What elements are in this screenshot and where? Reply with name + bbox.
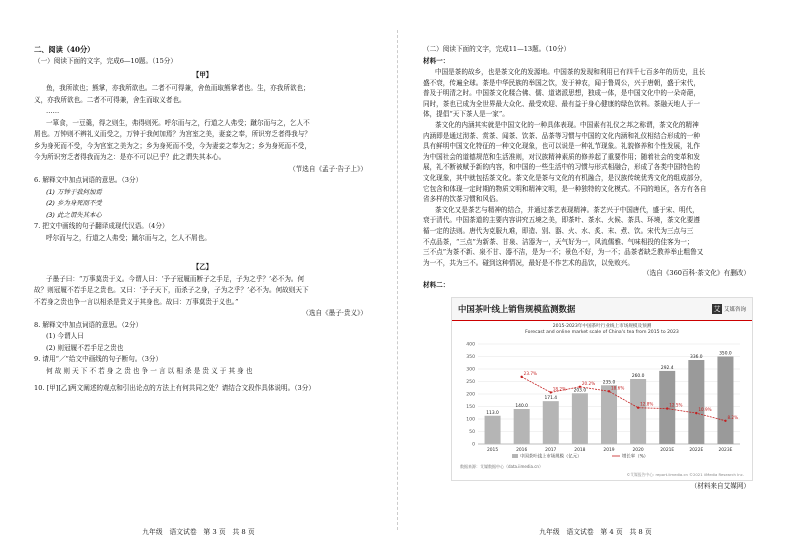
material-1-line: 内涵即是通过沏茶、赏茶、闻茶、饮茶、品茶等习惯与中国的文化内涵和礼仪相结合形成的一种 [423, 131, 700, 140]
material-1-line: 茶文化的内涵其实就是中国文化的一种具体表现。中国素有礼仪之邦之称谓，茶文化的精神 [435, 120, 699, 129]
subsection-heading: （一）阅读下面的文字，完成6—10题。（15分） [34, 57, 177, 65]
x-tick-label: 2017 [545, 448, 557, 454]
material-1-line: 盛不衰，传遍全球。茶是中华民族的举国之饮，发于神农，闻于鲁周公，兴于唐朝，盛于宋代， [423, 78, 700, 87]
text-a-line: 鱼，我所欲也；熊掌，亦我所欲也。二者不可得兼，舍鱼而取熊掌者也。生，亦我所欲也； [46, 84, 310, 92]
chart-header [452, 298, 752, 321]
question-6: 6. 解释文中加点词语的意思。（3分） [34, 176, 143, 184]
page-footer: 九年级 语文试卷 第 4 页 共 8 页 [539, 528, 652, 536]
x-tick-label: 2018 [574, 448, 586, 454]
material-1-label: 材料一： [423, 56, 450, 65]
bar-value-label: 113.0 [486, 411, 499, 417]
text-b-source: （选自《墨子·贵义》） [302, 309, 367, 317]
brand-logo-icon: 艾 [713, 305, 721, 314]
chart-attribution: （材料来自艾媒网） [690, 482, 750, 491]
text-a-line: 今为所识穷乏者得我而为之：是亦不可以已乎？此之谓失其本心。 [34, 153, 226, 161]
bar-value-label: 235.0 [602, 380, 616, 386]
text-a-line: 乡为身死而不受，今为宫室之美为之；乡为身死而不受，今为妻妾之奉为之；乡为身死而不受， [34, 141, 311, 150]
text-b-line: 故？则冠履不若手足之贵也。又曰：‘予子天下，而杀子之身，子为之乎？’必不为。何故则天下 [34, 286, 309, 294]
x-tick-label: 2022E [689, 448, 704, 454]
text-a-title: 【甲】 [192, 70, 213, 79]
question-8: 8. 解释文中加点词语的意思。（2分） [34, 320, 143, 329]
x-tick-label: 2016 [516, 448, 528, 454]
q7-sentence: 呼尔而与之，行道之人弗受；蹴尔而与之，乞人不屑也。 [46, 233, 211, 242]
rate-value-label: 18.2% [552, 386, 567, 392]
subsection-heading: （二）阅读下面的文字，完成11—13题。（10分） [423, 45, 571, 53]
bar-value-label: 292.4 [660, 366, 674, 372]
legend-swatch-bar [512, 454, 518, 458]
x-tick-label: 2019 [603, 448, 615, 454]
y-tick-label: 350 [466, 355, 475, 361]
bar-value-label: 203.0 [573, 388, 587, 394]
chart-source-note: 数据来源：艾媒数据中心（data.iimedia.cn） [460, 464, 543, 470]
brand-name: 艾媒咨询 [723, 307, 746, 314]
material-2-label: 材料二： [423, 280, 450, 289]
section-heading: 二、阅读（40分） [34, 45, 95, 54]
q8-item: (2) 则冠履不若手足之贵也 [46, 343, 124, 352]
bar [543, 401, 559, 444]
bar-value-label: 260.0 [631, 374, 645, 380]
material-1-line: 展，礼不断被赋予新的内容，和中国的一些生活中的习惯与形式相融合，形成了各类中国特色的 [423, 163, 700, 172]
chart-plot [452, 336, 752, 481]
rate-value-label: 8.2% [727, 415, 739, 421]
material-1-line: 文化现象，其中就包括茶文化。茶文化是茶与文化的有机融合，是汉族传统优秀文化的组成部分， [423, 173, 707, 182]
rate-value-label: 23.7% [523, 371, 537, 377]
q6-item: (1) 万钟于我何加焉 [46, 187, 102, 196]
material-1-line: 不点品茶，“三点”为新茶、甘泉、洁器为一，天气好为一，风流儒雅、气味相投的佳客为一； [423, 237, 694, 246]
material-1-line: 茶文化又是茶艺与精神的结合，并通过茶艺表现精神。茶艺兴于中国唐代，盛于宋、明代， [435, 205, 699, 214]
text-a-line: 义，亦我所欲也。二者不可得兼，舍生而取义者也。 [34, 95, 186, 104]
y-tick-label: 250 [466, 380, 475, 386]
x-tick-label: 2015 [486, 448, 499, 454]
y-tick-label: 150 [466, 405, 475, 411]
text-a-line: 一箪食，一豆羹，得之则生，弗得则死。呼尔而与之，行道之人弗受；蹴尔而与之，乞人不 [46, 118, 310, 127]
x-tick-label: 2021E [660, 448, 675, 454]
rate-point [550, 392, 552, 394]
bar [485, 416, 501, 444]
material-1-line: 衰于清代。中国茶道的主要内容讲究五境之美，即茶叶、茶水、火候、茶具、环境，茶文化要遵 [423, 216, 700, 225]
y-tick-label: 300 [466, 367, 475, 373]
text-a-line: 屑也。万钟则不辨礼义而受之，万钟于我何加焉？为宫室之美，妻妾之奉，所识穷乏者得我与？ [34, 130, 311, 138]
bar [630, 379, 646, 444]
rate-point [608, 390, 610, 392]
chart-title: 中国茶叶线上销售规模监测数据 [458, 304, 576, 315]
material-1-line: 中国是茶的故乡，也是茶文化的发源地。中国茶的发现和利用已有四千七百多年的历史，且长 [435, 68, 706, 76]
y-tick-label: 100 [466, 417, 475, 423]
rate-value-label: 18.6% [611, 385, 625, 391]
bar-value-label: 350.0 [719, 351, 732, 357]
text-a-source: （节选自《孟子·告子上》） [289, 164, 367, 173]
text-b-line: 不若身之贵也争一言以相杀是贵义于其身也。故曰：万事莫贵于义也。” [34, 297, 239, 306]
y-tick-label: 50 [469, 430, 475, 436]
rate-point [637, 407, 639, 409]
material-1-line: 它包含和体现一定时期的物质文明和精神文明，是一种独特的文化模式。不同的地区，各方有各自 [423, 184, 707, 193]
rate-point [520, 376, 522, 378]
material-1-line: 三不点”为茶不新、泉不甘、器不洁，是为一不；景色不好，为一不；品茶者缺乏教养举止粗鲁又 [423, 248, 704, 257]
rate-point [579, 386, 581, 388]
question-10: 10. [甲][乙]两文阐述的观点和引出论点的方法上有何共同之处？请结合文段作具体说明。（3分） [34, 384, 315, 392]
rate-point [695, 412, 697, 414]
question-9: 9. 请用“／”给文中画线的句子断句。（3分） [34, 355, 163, 363]
material-1-line: 体，提倡“天下茶人是一家”。 [423, 110, 509, 119]
material-1-line: 普及于明清之时。中国茶文化糅合佛、儒、道诸派思想，独成一体，是中国文化中的一朵奇葩， [423, 89, 700, 98]
text-b-title: 【乙】 [192, 263, 213, 271]
bar [601, 386, 617, 445]
bar-value-label: 171.4 [544, 396, 558, 402]
text-a-line: …… [46, 107, 60, 115]
text-b-line: 子墨子曰：“万事莫贵于义。今谓人曰：‘予子冠履而断子之手足，子为之乎？’必不为。何 [46, 274, 305, 283]
brand-logo [712, 304, 746, 314]
material-1-line: 为一不，共为三不。碰到这种情况，最好是不作艺术的品饮，以免败兴。 [423, 258, 634, 267]
page-footer: 九年级 语文试卷 第 3 页 共 8 页 [142, 528, 255, 536]
chart [451, 297, 753, 481]
legend-label: 增长率（%） [622, 454, 649, 460]
bar [717, 357, 733, 445]
legend-label: 中国茶叶线上市场规模（亿元） [520, 454, 582, 460]
q6-item: (2) 乡为身死而不受 [46, 199, 102, 207]
chart-subtitle-en: Forecast and online market scale of China's tea from 2015 to 2023 [525, 330, 679, 336]
bar [688, 360, 704, 444]
rate-point [724, 420, 726, 422]
chart-subtitle [452, 324, 752, 336]
bar-value-label: 140.0 [515, 404, 528, 410]
rate-value-label: 12.5% [669, 402, 683, 408]
material-1-line: 为中国社会的道德规范和生活准则，对汉族精神素质的修养起了重要作用；随着社会的变革和发 [423, 152, 700, 161]
q9-sentence: 何 故 则 天 下 不 若 身 之 贵 也 争 一 言 以 相 杀 是 贵 义 于 其 身 也 [46, 366, 253, 375]
material-1-line: 循一定的法则。唐代为克服九难，即造、别、器、火、水、炙、末、煮、饮。宋代为三点与三 [423, 226, 694, 235]
chart-subtitle-cn: 2015-2023年中国茶叶行业线上市场规模及预测 [552, 324, 652, 330]
material-1-line: 具有鲜明中国文化特征的一种文化现象，也可以说是一种礼节现象。礼貌修养和个性发展，礼作 [423, 142, 700, 151]
rate-point [666, 408, 668, 410]
bar [572, 394, 588, 445]
y-tick-label: 400 [466, 342, 475, 348]
question-7: 7. 把文中画线的句子翻译成现代汉语。（4分） [34, 222, 169, 230]
rate-value-label: 12.8% [640, 402, 654, 408]
chart-footer-note: ©艾媒报告中心: report.iimedia.cn ©2021 iiMedia Research Inc. [626, 472, 744, 478]
bar [514, 409, 530, 444]
x-tick-label: 2023E [718, 448, 733, 454]
q6-item: (3) 此之谓失其本心 [46, 210, 102, 219]
rate-value-label: 20.2% [581, 381, 596, 387]
bar-value-label: 336.0 [690, 355, 703, 361]
y-tick-label: 0 [472, 442, 475, 448]
page-4 [397, 0, 794, 550]
material-1-line: 省多样的饮茶习惯和风俗。 [423, 195, 503, 204]
rate-value-label: 10.9% [698, 407, 712, 413]
y-tick-label: 200 [466, 392, 475, 398]
x-tick-label: 2020 [632, 448, 644, 454]
material-1-line: 同时，茶也已成为全世界最大众化、最受欢迎、最有益于身心健康的绿色饮料。茶融天地人于一 [423, 99, 700, 108]
q8-item: (1) 今谓人曰 [46, 332, 84, 340]
material-1-source: （选自《360百科·茶文化》有删改） [643, 269, 750, 278]
